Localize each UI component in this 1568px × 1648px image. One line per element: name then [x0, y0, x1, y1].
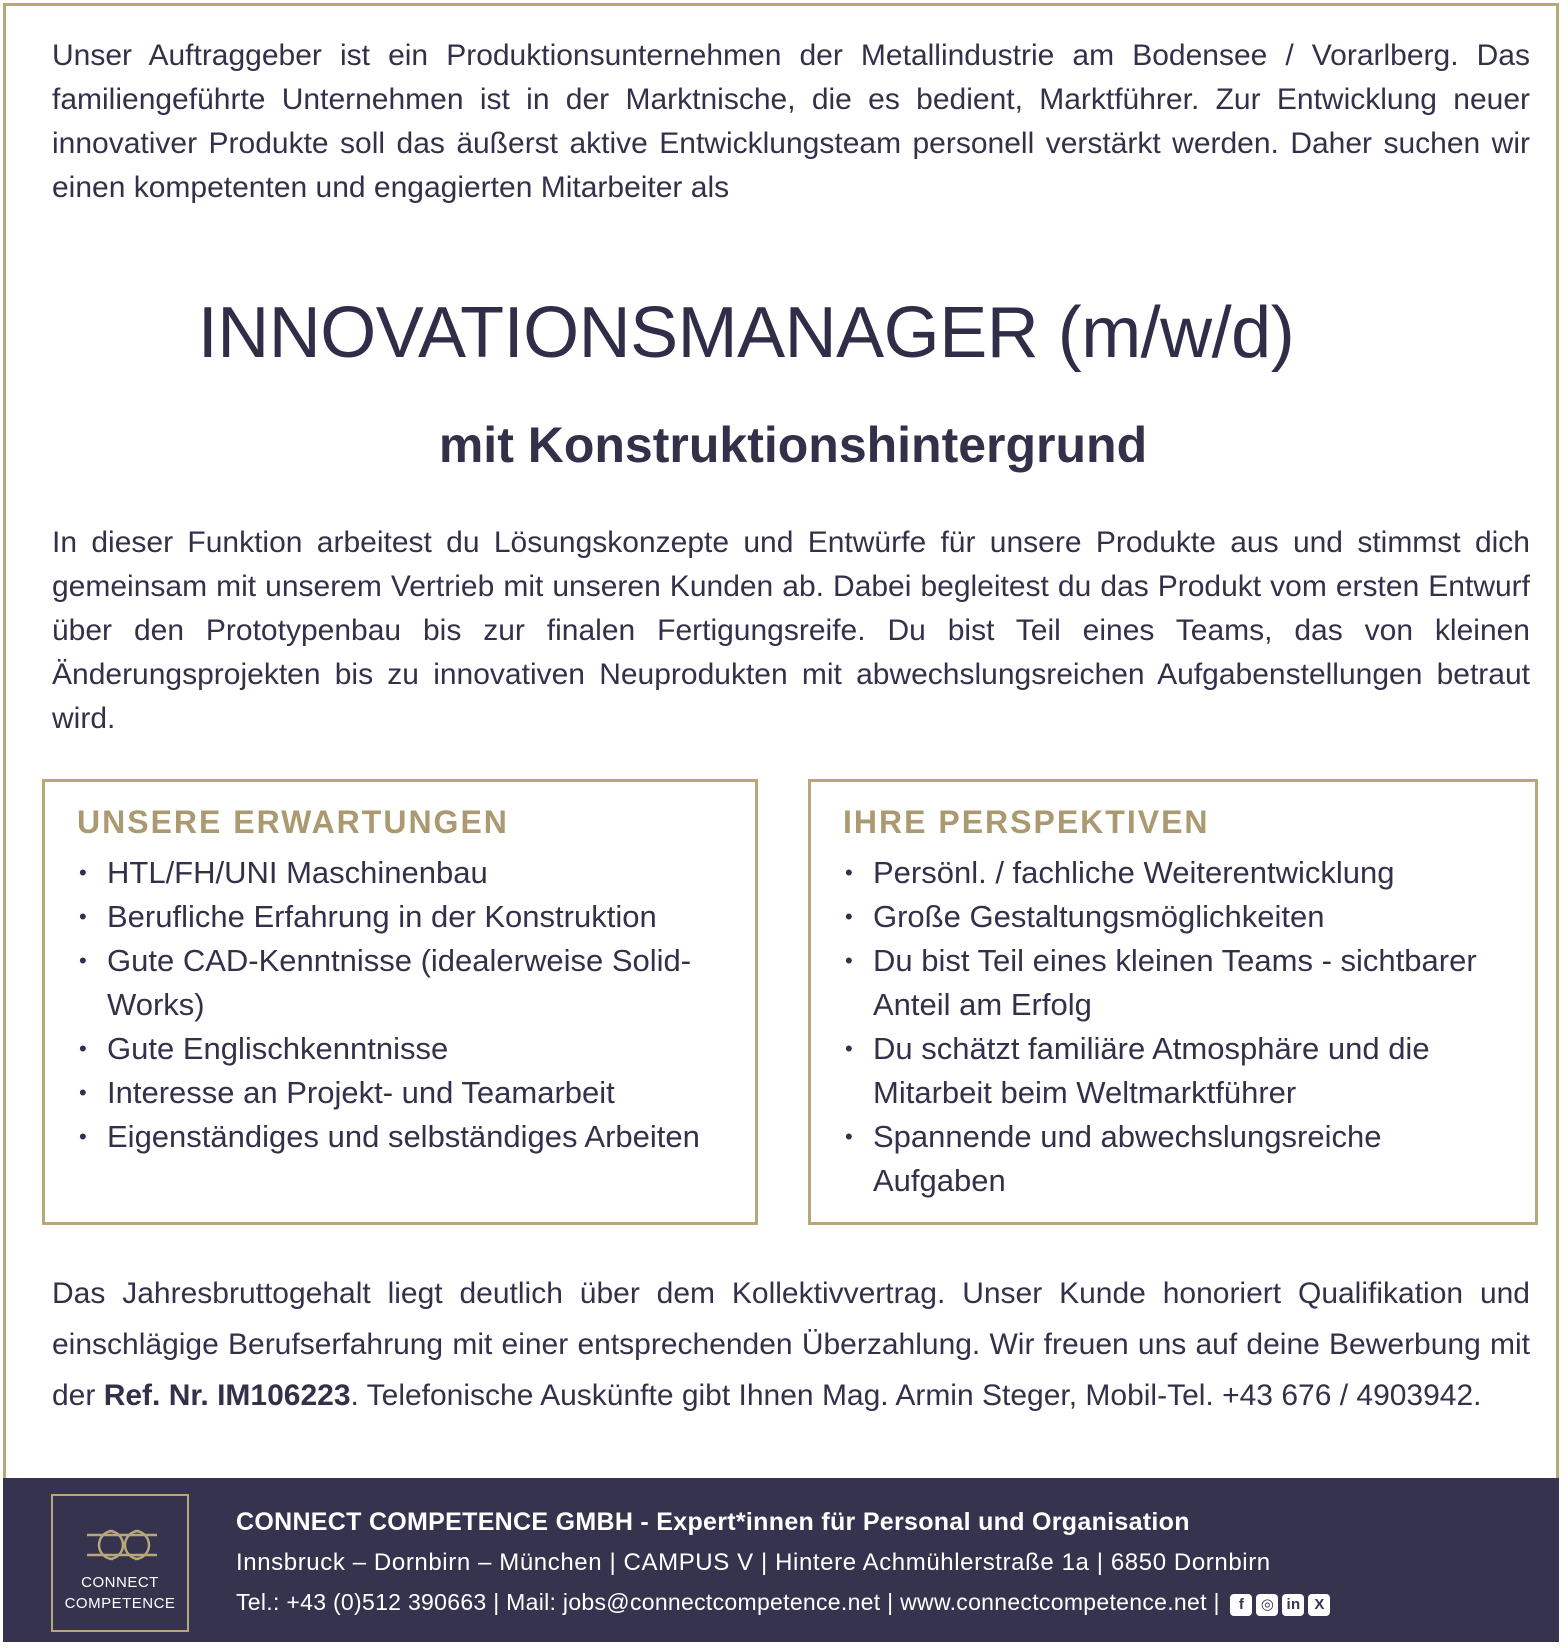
salary-paragraph: Das Jahresbruttogehalt liegt deutlich über dem Kollektivvertrag. Unser Kunde honoriert Qualifikation und einschlägige Berufserfahrung mit einer entsprechenden Überzahlung. Wir freuen uns auf deine Bewerbung mit der Ref. Nr. IM106223. Telefonische Auskünfte gibt Ihnen Mag. Armin Steger, Mobil-Tel. +43 676 / 4903942. [52, 1277, 1530, 1412]
bullet-icon: • [79, 860, 87, 885]
list-item: • Berufliche Erfahrung in der Konstruktion [77, 895, 725, 939]
social-icons [1230, 1590, 1334, 1617]
bullet-icon: • [845, 1036, 853, 1061]
footer [3, 1478, 1559, 1642]
x-icon[interactable]: X [1308, 1594, 1330, 1616]
bullet-icon: • [79, 1080, 87, 1105]
bullet-icon: • [845, 948, 853, 973]
footer-contact: Tel.: +43 (0)512 390663 | Mail: jobs@connectcompetence.net | www.connectcompetence.net | f ◎ in X [236, 1589, 1334, 1617]
job-subtitle: mit Konstruktionshintergrund [438, 417, 1148, 473]
footer-address: Innsbruck – Dornbirn – München | CAMPUS V | Hintere Achmühlerstraße 1a | 6850 Dornbirn [236, 1549, 1271, 1576]
bullet-icon: • [79, 948, 87, 973]
perspectives-list [843, 851, 1505, 1203]
bullet-icon: • [845, 860, 853, 885]
bullet-icon: • [79, 1036, 87, 1061]
perspectives-heading: IHRE PERSPEKTIVEN [843, 804, 1210, 840]
list-item: • Eigenständiges und selbständiges Arbeiten [77, 1115, 725, 1159]
list-item: • Du bist Teil eines kleinen Teams - sichtbarer Anteil am Erfolg [843, 939, 1505, 1027]
list-item: • Du schätzt familiäre Atmosphäre und die Mitarbeit beim Weltmarktführer [843, 1027, 1505, 1115]
bullet-icon: • [79, 904, 87, 929]
expectations-box [42, 779, 758, 1225]
job-description: In dieser Funktion arbeitest du Lösungskonzepte und Entwürfe für unsere Produkte aus und stimmst dich gemeinsam mit unserem Vertrieb mit unseren Kunden ab. Dabei begleitest du das Produkt vom ersten Entwurf über den Prototypenbau bis zur finalen Fertigungsreife. Du bist Teil eines Teams, das von kleinen Änderungsprojekten bis zu innovativen Neuprodukten mit abwechslungsreichen Aufgabenstellungen betraut wird. [52, 526, 1530, 735]
list-item: • Gute CAD-Kenntnisse (idealerweise Solid-Works) [77, 939, 725, 1027]
company-logo[interactable]: CONNECT COMPETENCE [51, 1494, 189, 1632]
instagram-icon[interactable]: ◎ [1256, 1594, 1278, 1616]
intro-paragraph: Unser Auftraggeber ist ein Produktionsunternehmen der Metallindustrie am Bodensee / Vorarlberg. Das familiengeführte Unternehmen ist in der Marktnische, die es bedient, Marktführer. Zur Entwicklung neuer innovativer Produkte soll das äußerst aktive Entwicklungsteam personell verstärkt werden. Daher suchen wir einen kompetenten und engagierten Mitarbeiter als [52, 39, 1530, 204]
expectations-heading: UNSERE ERWARTUNGEN [77, 804, 509, 840]
perspectives-box [808, 779, 1538, 1225]
reference-number: Ref. Nr. IM106223 [103, 1379, 351, 1412]
bullet-icon: • [79, 1124, 87, 1149]
list-item: • Persönl. / fachliche Weiterentwicklung [843, 851, 1505, 895]
facebook-icon[interactable]: f [1230, 1594, 1252, 1616]
list-item: • HTL/FH/UNI Maschinenbau [77, 851, 725, 895]
list-item: • Große Gestaltungsmöglichkeiten [843, 895, 1505, 939]
bullet-icon: • [845, 1124, 853, 1149]
list-item: • Gute Englischkenntnisse [77, 1027, 725, 1071]
list-item: • Interesse an Projekt- und Teamarbeit [77, 1071, 725, 1115]
ad-frame [3, 3, 1559, 1640]
bullet-icon: • [845, 904, 853, 929]
linkedin-icon[interactable]: in [1282, 1594, 1304, 1616]
logo-rings-icon [83, 1522, 161, 1568]
expectations-list [77, 851, 725, 1159]
job-title: INNOVATIONSMANAGER (m/w/d) [197, 293, 1295, 373]
footer-company: CONNECT COMPETENCE GMBH - Expert*innen für Personal und Organisation [236, 1508, 1190, 1536]
list-item: • Spannende und abwechslungsreiche Aufgaben [843, 1115, 1505, 1203]
